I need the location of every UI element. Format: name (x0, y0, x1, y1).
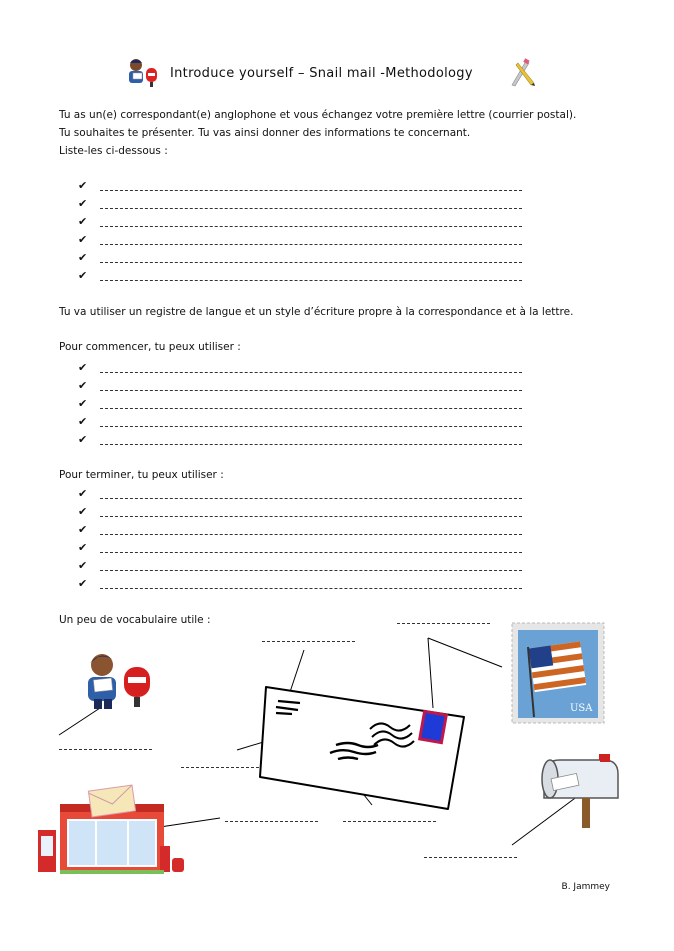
checkmark-icon: ✔ (78, 415, 88, 428)
vocab-label: Un peu de vocabulaire utile : (59, 614, 211, 626)
checkmark-icon: ✔ (78, 379, 88, 392)
vocab-answer-blank[interactable] (59, 749, 152, 750)
closing-label: Pour terminer, tu peux utiliser : (59, 469, 224, 481)
intro-line-1: Tu as un(e) correspondant(e) anglophone et vous échangez votre première lettre (courrier postal). (59, 109, 577, 121)
vocab-answer-blank[interactable] (397, 623, 490, 624)
checkmark-icon: ✔ (78, 361, 88, 374)
checkmark-icon: ✔ (78, 487, 88, 500)
envelope-illustration (258, 683, 470, 813)
vocab-answer-blank[interactable] (343, 821, 436, 822)
usa-stamp-icon (510, 621, 606, 725)
checkmark-icon: ✔ (78, 251, 88, 264)
checkmark-icon: ✔ (78, 179, 88, 192)
vocab-answer-blank[interactable] (181, 767, 264, 768)
checkmark-icon: ✔ (78, 197, 88, 210)
checkmark-icon: ✔ (78, 505, 88, 518)
stamp-text: USA (570, 703, 593, 714)
register-text: Tu va utiliser un registre de langue et un style d’écriture propre à la correspondance et à la lettre. (59, 306, 574, 318)
intro-line-3: Liste-les ci-dessous : (59, 145, 168, 157)
checkmark-icon: ✔ (78, 233, 88, 246)
vocab-answer-blank[interactable] (225, 821, 318, 822)
checkmark-icon: ✔ (78, 433, 88, 446)
checkmark-icon: ✔ (78, 269, 88, 282)
mailbox-icon (538, 754, 620, 830)
page-title: Introduce yourself – Snail mail -Methodology (170, 66, 473, 81)
postman-icon (80, 649, 156, 711)
post-office-icon (34, 784, 190, 876)
vocab-answer-blank[interactable] (424, 857, 517, 858)
opening-label: Pour commencer, tu peux utiliser : (59, 341, 241, 353)
checkmark-icon: ✔ (78, 541, 88, 554)
checkmark-icon: ✔ (78, 523, 88, 536)
checkmark-icon: ✔ (78, 215, 88, 228)
checkmark-icon: ✔ (78, 397, 88, 410)
checkmark-icon: ✔ (78, 577, 88, 590)
author-signature: B. Jammey (561, 882, 610, 892)
checkmark-icon: ✔ (78, 559, 88, 572)
vocab-answer-blank[interactable] (262, 641, 355, 642)
intro-line-2: Tu souhaites te présenter. Tu vas ainsi donner des informations te concernant. (59, 127, 471, 139)
